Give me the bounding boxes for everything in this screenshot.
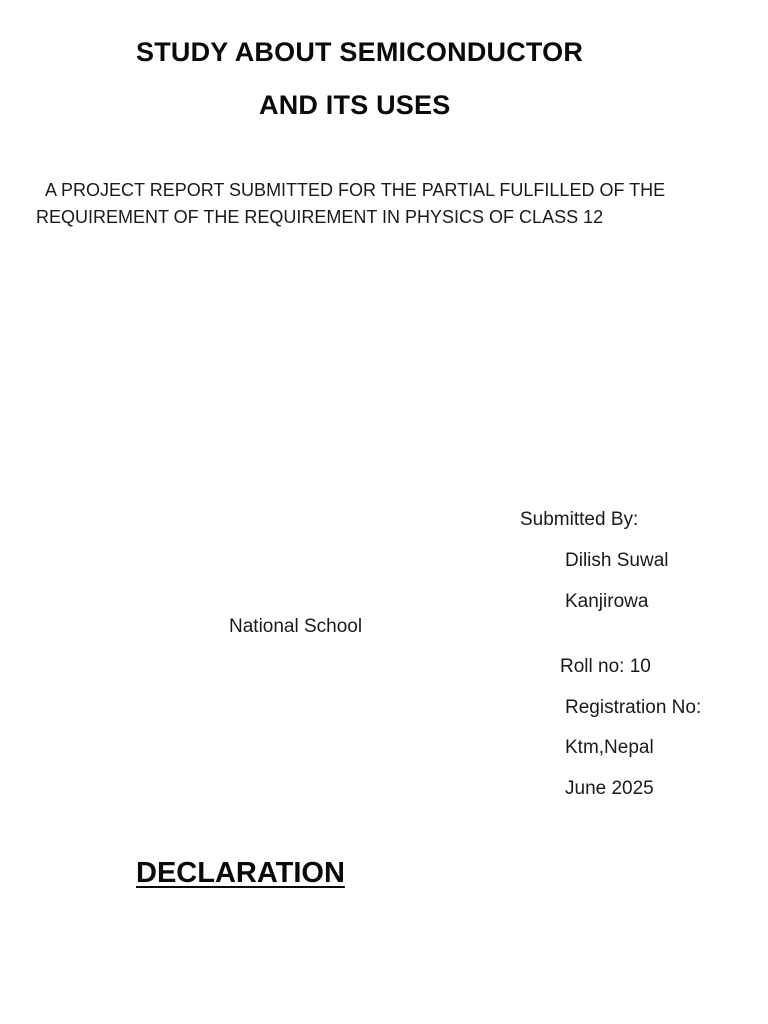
student-name-line-2: Kanjirowa [565,591,649,612]
document-title-line-1: STUDY ABOUT SEMICONDUCTOR [136,37,584,67]
report-description-line-2: REQUIREMENT OF THE REQUIREMENT IN PHYSICS OF CLASS 12 [36,207,604,227]
declaration-heading: DECLARATION [136,857,345,889]
school-name: National School [229,616,363,637]
registration-number: Registration No: [565,697,702,718]
report-description-line-1: A PROJECT REPORT SUBMITTED FOR THE PARTIAL FULFILLED OF THE [45,180,666,200]
location: Ktm,Nepal [565,737,654,758]
submission-date: June 2025 [565,778,654,799]
document-title-line-2: AND ITS USES [259,90,451,120]
submitted-by-label: Submitted By: [520,509,639,530]
student-name-line-1: Dilish Suwal [565,550,669,571]
roll-number: Roll no: 10 [560,656,651,677]
